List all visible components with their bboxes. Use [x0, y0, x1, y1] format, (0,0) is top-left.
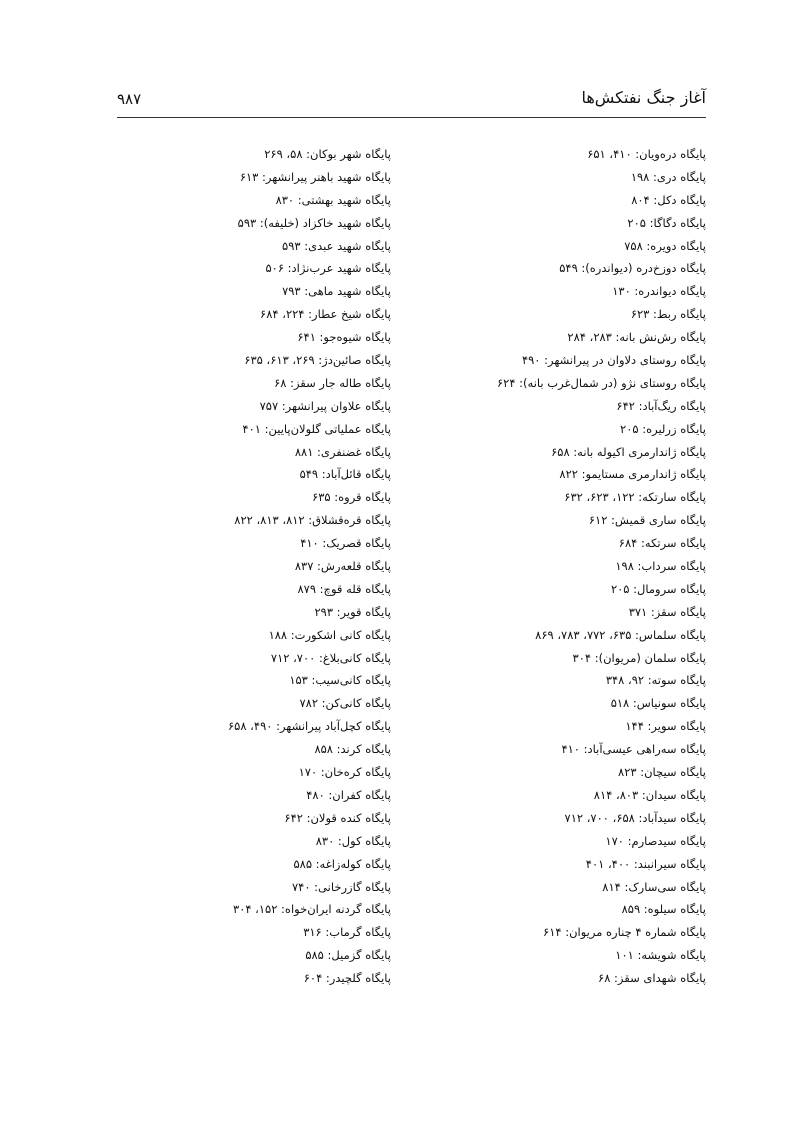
index-entry: پایگاه ریگ‌آباد: ۶۴۲ — [616, 398, 706, 413]
index-entry: پایگاه سه‌راهی عیسی‌آباد: ۴۱۰ — [561, 742, 706, 757]
index-entry: پایگاه رش‌نش بانه: ۲۸۳، ۲۸۴ — [567, 330, 706, 345]
index-entry: پایگاه قائل‌آباد: ۵۴۹ — [299, 467, 391, 482]
index-entry: پایگاه کره‌خان: ۱۷۰ — [298, 765, 391, 780]
index-entry: پایگاه شهید ماهی: ۷۹۳ — [282, 284, 391, 299]
index-entry: پایگاه دگاگا: ۲۰۵ — [627, 215, 706, 230]
index-entry: پایگاه صائین‌دژ: ۲۶۹، ۶۱۳، ۶۳۵ — [244, 353, 391, 368]
index-entry: پایگاه سلماس: ۶۳۵، ۷۷۲، ۷۸۳، ۸۶۹ — [535, 627, 706, 642]
page-number: ۹۸۷ — [117, 90, 142, 108]
index-entry: پایگاه سی‌سارک: ۸۱۴ — [602, 879, 706, 894]
index-entry: پایگاه کنده قولان: ۶۴۲ — [284, 810, 391, 825]
index-entry: پایگاه قروه: ۶۳۵ — [312, 490, 391, 505]
index-entry: پایگاه زرلیره: ۲۰۵ — [620, 421, 706, 436]
index-entry: پایگاه شویشه: ۱۰۱ — [615, 948, 706, 963]
index-entry: پایگاه سارتکه: ۱۲۲، ۶۲۳، ۶۳۲ — [564, 490, 706, 505]
index-entry: پایگاه شهر بوکان: ۵۸، ۲۶۹ — [264, 147, 391, 161]
index-entry: پایگاه گزمیل: ۵۸۵ — [305, 948, 391, 963]
index-entry: پایگاه سرداب: ۱۹۸ — [615, 559, 706, 574]
index-entry: پایگاه کوله‌زاغه: ۵۸۵ — [293, 856, 391, 871]
index-entry: پایگاه عملیاتی گلولان‌پایین: ۴۰۱ — [242, 421, 391, 436]
index-entry: پایگاه سونیاس: ۵۱۸ — [610, 696, 706, 711]
index-entry: پایگاه کول: ۸۳۰ — [315, 833, 391, 848]
index-entry: پایگاه شماره ۴ چناره مریوان: ۶۱۴ — [543, 925, 706, 940]
index-entry: پایگاه کانی‌سیب: ۱۵۳ — [289, 673, 391, 688]
index-entry: پایگاه گازرخانی: ۷۴۰ — [292, 879, 391, 894]
index-entry: پایگاه ربط: ۶۲۳ — [630, 307, 706, 322]
index-entry: پایگاه کانی‌بلاغ: ۷۰۰، ۷۱۲ — [270, 650, 391, 665]
index-entry: پایگاه سیدان: ۸۰۳، ۸۱۴ — [593, 787, 706, 802]
index-entry: پایگاه شهید خاکزاد (خلیفه): ۵۹۳ — [237, 215, 391, 230]
header-rule — [117, 117, 706, 118]
index-entry: پایگاه ژاندارمری اکیوله بانه: ۶۵۸ — [551, 444, 706, 459]
index-column-right — [406, 143, 706, 990]
page-header — [117, 86, 706, 112]
index-entry: پایگاه قره‌قشلاق: ۸۱۲، ۸۱۳، ۸۲۲ — [234, 513, 391, 528]
index-entry: پایگاه سلمان (مریوان): ۳۰۴ — [572, 650, 706, 665]
index-entry: پایگاه روستای نژو (در شمال‌غرب بانه): ۶۲۴ — [497, 375, 706, 390]
index-entry: پایگاه ژاندارمری مستایمو: ۸۲۲ — [559, 467, 706, 482]
index-entry: پایگاه قله قوچ: ۸۷۹ — [297, 581, 391, 596]
index-entry: پایگاه شهدای سقز: ۶۸ — [598, 971, 706, 986]
index-entry: پایگاه کرند: ۸۵۸ — [314, 742, 391, 757]
index-entry: پایگاه روستای دلاوان در پیرانشهر: ۴۹۰ — [521, 353, 706, 368]
index-entry: پایگاه سوته: ۹۲، ۳۴۸ — [605, 673, 706, 688]
index-entry: پایگاه طاله جار سقز: ۶۸ — [274, 375, 391, 390]
index-entry: پایگاه سویر: ۱۴۴ — [625, 719, 706, 734]
index-entry: پایگاه سیدصارم: ۱۷۰ — [605, 833, 706, 848]
index-entry: پایگاه سیرانبند: ۴۰۰، ۴۰۱ — [585, 856, 706, 871]
index-entry: پایگاه کچل‌آباد پیرانشهر: ۴۹۰، ۶۵۸ — [227, 719, 391, 734]
index-entry: پایگاه دویره: ۷۵۸ — [624, 238, 706, 253]
index-entry: پایگاه غضنفری: ۸۸۱ — [294, 444, 391, 459]
index-entry: پایگاه دکل: ۸۰۴ — [631, 192, 706, 207]
index-entry: پایگاه شهید بهشتی: ۸۳۰ — [275, 192, 391, 207]
index-entry: پایگاه سیدآباد: ۶۵۸، ۷۰۰، ۷۱۲ — [564, 810, 706, 825]
index-entry: پایگاه کانی‌کن: ۷۸۲ — [299, 696, 391, 711]
index-entry: پایگاه سرتکه: ۶۸۴ — [618, 536, 706, 551]
index-entry: پایگاه شهید عبدی: ۵۹۳ — [282, 238, 391, 253]
index-entry: پایگاه ساری قمیش: ۶۱۲ — [588, 513, 706, 528]
index-entry: پایگاه درەویان: ۴۱۰، ۶۵۱ — [587, 147, 706, 161]
index-entry: پایگاه قلعه‌رش: ۸۳۷ — [294, 559, 391, 574]
index-entry: پایگاه دیواندره: ۱۳۰ — [612, 284, 706, 299]
index-entry: پایگاه شیخ عطار: ۲۲۴، ۶۸۴ — [260, 307, 391, 322]
running-title: آغاز جنگ نفتکش‌ها — [581, 88, 706, 107]
index-entry: پایگاه کانی اشکورت: ۱۸۸ — [268, 627, 391, 642]
index-entry: پایگاه قویر: ۲۹۳ — [314, 604, 391, 619]
index-entry: پایگاه دری: ۱۹۸ — [630, 169, 706, 184]
index-entry: پایگاه علاوان پیرانشهر: ۷۵۷ — [259, 398, 391, 413]
index-entry: پایگاه دوزخ‌دره (دیواندره): ۵۴۹ — [559, 261, 706, 276]
index-column-left — [91, 143, 391, 990]
index-entry: پایگاه قصریک: ۴۱۰ — [300, 536, 391, 551]
index-entry: پایگاه شیوەجو: ۶۴۱ — [297, 330, 391, 345]
index-entry: پایگاه شهید باهنر پیرانشهر: ۶۱۳ — [239, 169, 391, 184]
index-entry: پایگاه شهید عرب‌نژاد: ۵۰۶ — [265, 261, 391, 276]
index-entry: پایگاه سیلوه: ۸۵۹ — [621, 902, 706, 917]
index-entry: پایگاه سقز: ۳۷۱ — [628, 604, 706, 619]
index-entry: پایگاه سیچان: ۸۲۳ — [618, 765, 706, 780]
index-entry: پایگاه گلچیدر: ۶۰۴ — [303, 971, 391, 986]
index-entry: پایگاه سرومال: ۲۰۵ — [610, 581, 706, 596]
index-entry: پایگاه کفران: ۴۸۰ — [306, 787, 391, 802]
index-entry: پایگاه گردنه ایران‌خواه: ۱۵۲، ۳۰۴ — [232, 902, 391, 917]
index-entry: پایگاه گرماب: ۳۱۶ — [303, 925, 391, 940]
